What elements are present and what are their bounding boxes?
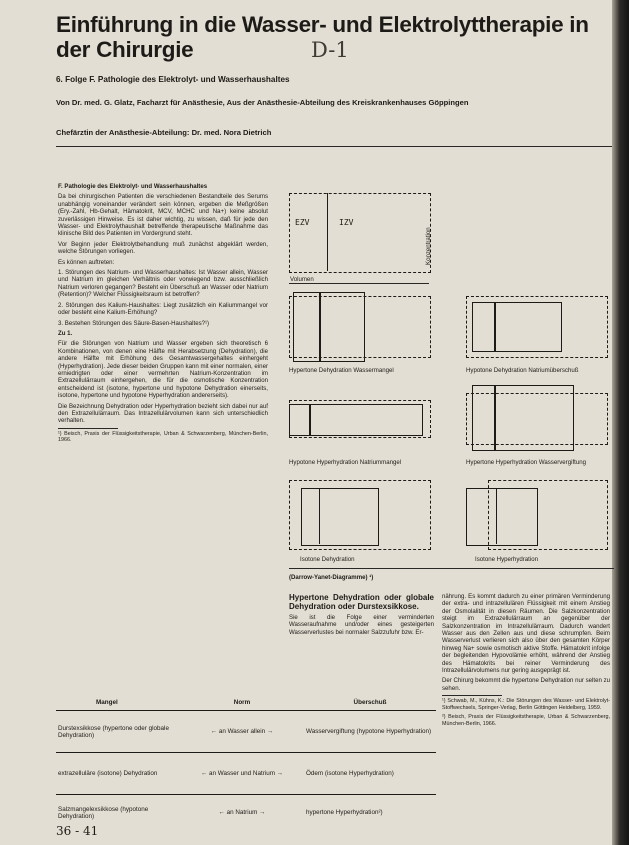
figure-legend: (Darrow-Yanet-Diagramme) ¹) xyxy=(289,574,374,581)
table-row xyxy=(56,753,436,795)
caption: Hypertone Hyperhydration Wasservergiftung xyxy=(466,459,587,466)
paragraph: Die Bezeichnung Dehydration oder Hyperhydration bezieht sich dabei nur auf den Extrazellulärraum. Das Intrazellulärvolumen kann sich unterschiedlich verhalten. xyxy=(58,402,268,425)
table-cell: Durstexsikkose (hypertone oder globale Dehydration) xyxy=(58,724,169,739)
compartment-divider xyxy=(327,193,328,271)
paragraph: Der Chirurg bekommt die hypertone Dehydration nur selten zu sehen. xyxy=(442,677,611,692)
paragraph: Da bei chirurgischen Patienten die verschiedenen Bestandteile des Serums unabhängig voneinander verändert sein können, ergeben die Meßgrößen (Ery.-Zahl, Hb-Gehalt, Hämatokrit, MCV, MCHC und Na+) keine absolut zuverlässigen Hinweise. Es ist daher wichtig, zu wissen, daß für jede den Wasser- und Elektrolythaushalt betreffende therapeutische Maßnahme das klinische Bild des Patienten im Vordergrund steht. xyxy=(58,193,268,238)
imbalance-table xyxy=(56,694,436,831)
footnote: ¹) Beisch, Praxis der Flüssigkeitstherapie, Urban & Schwarzenberg, München-Berlin, 1966. xyxy=(58,430,268,444)
caption: Hypertone Dehydration Wassermangel xyxy=(289,367,394,374)
author-line: Von Dr. med. G. Glatz, Facharzt für Anästhesie, Aus der Anästhesie-Abteilung des Kreiskrankenhauses Göppingen xyxy=(56,98,469,107)
page-number: 36 - 41 xyxy=(56,824,99,838)
table-cell: Wasservergiftung (hypotone Hyperhydration) xyxy=(306,728,432,735)
paragraph: Es können auftreten: xyxy=(58,258,115,266)
table-header-row xyxy=(56,694,436,711)
paragraph: nährung. Es kommt dadurch zu einer primären Verminderung der extra- und intrazellulären Flüssigkeit mit einem Anstieg der Osmolalität in diesen Räumen. Die Salzkonzentration steigt im Extrazellulärraum an gegenüber der Salzkonzentration im Intrazellulärraum. Dadurch wandert Wasser aus den Zellen aus und diese schrumpfen. Beim Wasserverlust verlieren sich also über den gesamten Körper hinweg Na+ sowie osmotisch aktive Stoffe. Hämatokrit infolge der begleitenden Hypovolämie erhöht, während der Anstieg des Hämatokrits bei reiner Verminderung des Intrazellulärvolumens nur gering ausgeprägt ist. xyxy=(442,593,610,675)
table-cell: Ödem (isotone Hyperhydration) xyxy=(306,770,394,777)
diagram-hypertone-hyperhydration xyxy=(466,385,616,453)
footnote-rule xyxy=(442,695,502,696)
table-cell: hypertone Hyperhydration²) xyxy=(306,809,383,817)
article-title: Einführung in die Wasser- und Elektrolyttherapie in der Chirurgie xyxy=(56,12,589,62)
table-row xyxy=(56,711,436,753)
list-item: 1. Störungen des Natrium- und Wasserhaushaltes: Ist Wasser allein, Wasser und Natrium im gleichen Verhältnis oder vorwiegend bzw. ausschließlich Natrium verloren gegangen? Besteht ein Überschuß an Wasser oder Natrium (Retention)? Welcher Flüssigkeitsraum ist betroffen? xyxy=(58,269,268,299)
diagram-isotone-dehydration xyxy=(289,480,439,555)
caption: Hypotone Dehydration Natriumüberschuß xyxy=(466,367,579,374)
footnote: ¹) Schwab, M., Kühns, K.: Die Störungen des Wasser- und Elektrolyt-Stoffwechsels, Springer-Verlag, Berlin Göttingen Heidelberg, 1959. xyxy=(442,698,610,711)
table-cell: ← an Wasser und Natrium → xyxy=(200,770,283,777)
figure-rule xyxy=(289,568,614,569)
left-column xyxy=(58,183,268,447)
subsection-heading: Zu 1. xyxy=(58,329,73,337)
footnote: ²) Beisch, Praxis der Flüssigkeitstherapie, Urban & Schwarzenberg, München-Berlin, 1966. xyxy=(442,714,610,727)
konzentration-axis-label: Konzentration xyxy=(425,227,432,265)
caption: Hypotone Hyperhydration Natriummangel xyxy=(289,459,402,466)
izv-label: IZV xyxy=(339,218,354,227)
ezv-label: EZV xyxy=(295,218,310,227)
diagram-hypotone-hyperhydration xyxy=(289,390,439,450)
table-row xyxy=(56,795,436,831)
series-line: 6. Folge F. Pathologie des Elektrolyt- und Wasserhaushaltes xyxy=(56,75,290,84)
norm-box xyxy=(289,193,431,273)
caption: Isotone Hyperhydration xyxy=(475,556,539,563)
handwritten-stamp: D-1 xyxy=(311,38,349,62)
caption: Isotone Dehydration xyxy=(300,556,355,563)
diagram-hypotone-dehydration xyxy=(466,292,616,366)
table-cell: extrazelluläre (isotone) Dehydration xyxy=(58,770,158,777)
middle-column xyxy=(289,593,434,639)
subsection-heading: Hypertone Dehydration oder globale Dehydration oder Durstexsikkose. xyxy=(289,593,434,611)
paragraph: Für die Störungen von Natrium und Wasser ergeben sich theoretisch 6 Kombinationen, von denen eine Hälfte mit Herabsetzung (Dehydration), die andere Hälfte mit Erhöhung des Gesamtwassergehaltes einhergeht (Hyperhydration). Jede dieser beiden Gruppen kann mit einer normalen, einer erniedrigten oder einer vermehrten Natrium-Konzentration im Extrazellulärraum einhergehen, die für die osmotische Konzentration entscheidend ist (isotone, hypertone und hypotone Dehydration einerseits, isotone, hypertone und hypotone Hyperhydration andererseits). xyxy=(58,340,268,400)
volume-axis xyxy=(289,283,429,284)
table-cell: ← an Natrium → xyxy=(218,809,266,817)
chief-line: Chefärztin der Anästhesie-Abteilung: Dr. med. Nora Dietrich xyxy=(56,128,272,137)
footnote-rule xyxy=(58,428,118,429)
volumen-axis-label: Volumen xyxy=(290,276,314,283)
list-item: 3. Bestehen Störungen des Säure-Basen-Haushaltes?¹) xyxy=(58,319,210,327)
paragraph: Vor Beginn jeder Elektrolytbehandlung muß zunächst abgeklärt werden, welche Störungen vorliegen. xyxy=(58,240,268,256)
darrow-yanet-main-diagram xyxy=(289,193,432,275)
right-column xyxy=(442,593,610,730)
header-norm: Norm xyxy=(233,698,251,706)
section-heading: F. Pathologie des Elektrolyt- und Wasserhaushaltes xyxy=(58,183,208,190)
paragraph: Sie ist die Folge einer verminderten Wasseraufnahme und/oder eines gesteigerten Wasserverlustes bei normaler Salzzufuhr bzw. Er- xyxy=(289,614,434,636)
diagram-isotone-hyperhydration xyxy=(466,480,616,555)
table-cell: Salzmangelexsikkose (hypotone Dehydration) xyxy=(58,805,149,820)
header-ueberschuss: Überschuß xyxy=(353,698,387,706)
table-cell: ← an Wasser allein → xyxy=(210,728,274,735)
list-item: 2. Störungen des Kalium-Haushaltes: Liegt zusätzlich ein Kaliummangel vor oder besteht eine Kalium-Erhöhung? xyxy=(58,301,268,317)
header-mangel: Mangel xyxy=(96,698,118,706)
diagram-hypertone-dehydration xyxy=(289,292,439,366)
header-rule xyxy=(56,146,612,147)
